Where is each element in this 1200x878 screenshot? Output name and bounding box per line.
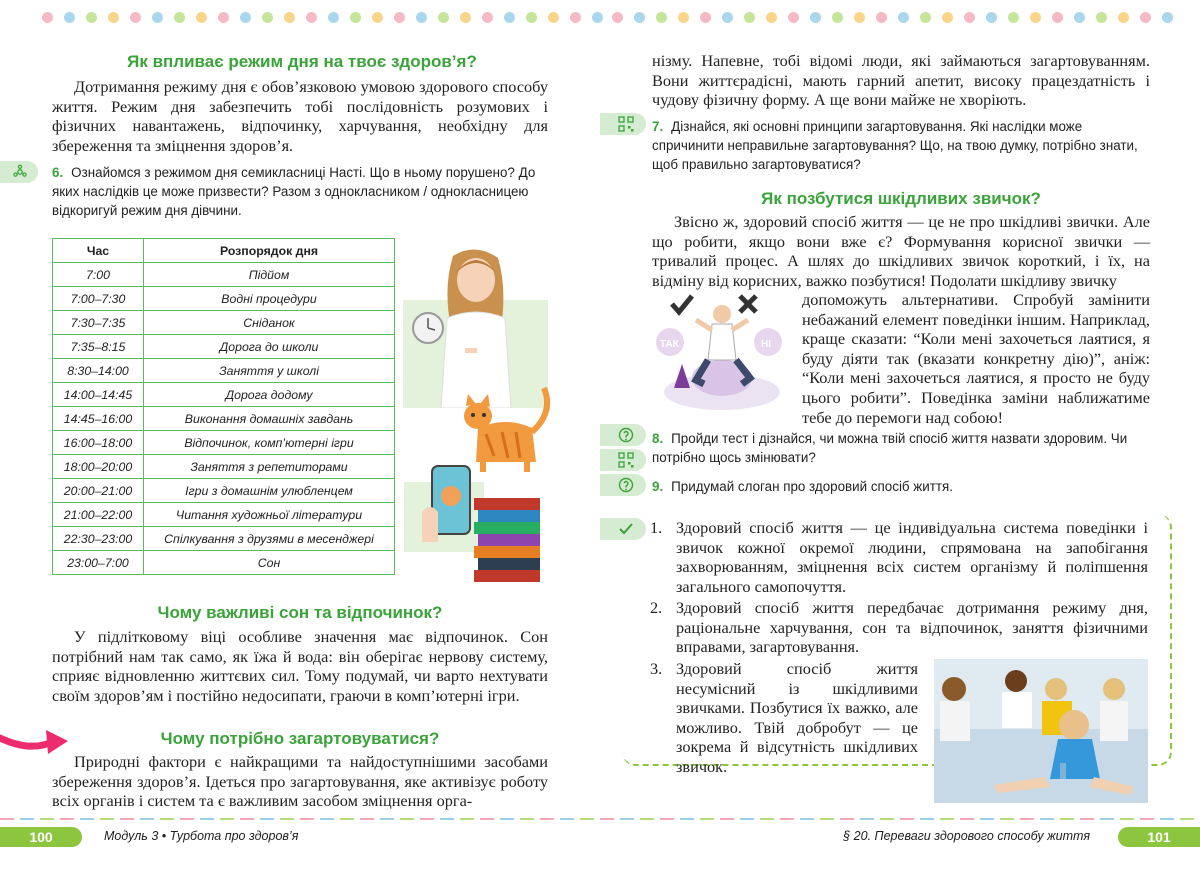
schedule-activity-cell: Підйом [144, 263, 395, 287]
task-6-number: 6. [52, 165, 64, 180]
decor-dot [350, 12, 361, 23]
page-number-left: 100 [0, 827, 82, 847]
decor-dot [1074, 12, 1085, 23]
decor-dot [152, 12, 163, 23]
schedule-row [53, 407, 395, 431]
task-7-text: Дізнайся, які основні принципи загартовування. Які наслідки може спричинити неправильне загартовування? Що, на твою думку, потрібно знати, щоб правильно загартовуватися? [652, 119, 1138, 172]
schedule-time-cell: 20:00–21:00 [53, 479, 144, 503]
decor-dot [526, 12, 537, 23]
footer-module-title: Модуль 3 • Турбота про здоров’я [104, 829, 299, 843]
decor-dot [108, 12, 119, 23]
decor-dot [788, 12, 799, 23]
task-9-number: 9. [652, 479, 664, 494]
heading-bad-habits: Як позбутися шкідливих звичок? [761, 189, 1041, 208]
schedule-row [53, 359, 395, 383]
schedule-time-cell: 8:30–14:00 [53, 359, 144, 383]
task-7-number: 7. [652, 119, 664, 134]
decor-dot [634, 12, 645, 23]
decor-dot [416, 12, 427, 23]
decor-dot [744, 12, 755, 23]
schedule-table [52, 238, 395, 575]
decor-dot [460, 12, 471, 23]
children-photo-image [934, 659, 1148, 803]
schedule-row [53, 527, 395, 551]
task-8-number: 8. [652, 431, 664, 446]
task-7-tag [600, 113, 646, 135]
schedule-time-cell: 21:00–22:00 [53, 503, 144, 527]
schedule-time-cell: 14:45–16:00 [53, 407, 144, 431]
decor-dot [86, 12, 97, 23]
schedule-activity-cell: Відпочинок, комп’ютерні ігри [144, 431, 395, 455]
qr-code-icon [618, 452, 634, 468]
schedule-time-cell: 16:00–18:00 [53, 431, 144, 455]
schedule-time-cell: 7:00–7:30 [53, 287, 144, 311]
schedule-row [53, 551, 395, 575]
task-6-tag [0, 161, 38, 183]
schedule-row [53, 503, 395, 527]
heading-hardening: Чому потрібно загартовуватися? [160, 729, 440, 748]
decor-dot [920, 12, 931, 23]
schedule-activity-cell: Сніданок [144, 311, 395, 335]
schedule-activity-cell: Спілкування з друзями в месенджері [144, 527, 395, 551]
decor-dot [612, 12, 623, 23]
decor-dot [196, 12, 207, 23]
schedule-activity-cell: Заняття у школі [144, 359, 395, 383]
decor-dot [284, 12, 295, 23]
decor-dot [372, 12, 383, 23]
decor-dot [1118, 12, 1129, 23]
task-8-text: Пройди тест і дізнайся, чи можна твій спосіб життя назвати здоровим. Чи потрібно щось змінювати? [652, 431, 1128, 465]
decor-dot [832, 12, 843, 23]
summary-item-3 [650, 659, 918, 777]
decor-dot [548, 12, 559, 23]
schedule-activity-cell: Сон [144, 551, 395, 575]
decor-dot [898, 12, 909, 23]
decor-dot [766, 12, 777, 23]
schedule-row [53, 287, 395, 311]
schedule-time-cell: 14:00–14:45 [53, 383, 144, 407]
paragraph-hardening: Природні фактори є найкращими та найдоступнішими засобами збереження здоров’я. Ідеться про загартовування, яке активізує роботу всіх органів і систем та є важливим засобом зміцнення орга- [52, 752, 548, 811]
cat-image [458, 382, 554, 474]
summary-item-2-text: Здоровий спосіб життя передбачає дотримання режиму дня, раціональне харчування, сон та відпочинок, заняття фізичними вправами, загартовування. [676, 598, 1148, 657]
decor-dot [942, 12, 953, 23]
task-7 [652, 117, 1152, 174]
decor-dot [240, 12, 251, 23]
decor-dot [1030, 12, 1041, 23]
bubble-no-label: НІ [761, 339, 771, 350]
summary-item-3-text: Здоровий спосіб життя несумісний із шкідливими звичками. Позбутися їх важко, але можливо. Твій добробут — це зокрема й відсутність шкідливих звичок. [676, 659, 918, 776]
decor-dot [1096, 12, 1107, 23]
phone-books-image [404, 462, 549, 586]
footer-section-title: § 20. Переваги здорового способу життя [843, 829, 1090, 843]
top-dots-right [612, 12, 1173, 24]
schedule-time-cell: 7:35–8:15 [53, 335, 144, 359]
schedule-row [53, 383, 395, 407]
task-6-text: Ознайомся з режимом дня семикласниці Насті. Що в ньому порушено? До яких наслідків це може призвести? Разом з однокласником / однокласницею відкоригуй режим дня дівчини. [52, 165, 536, 218]
decor-dot [482, 12, 493, 23]
heading-sleep-rest: Чому важливі сон та відпочинок? [157, 603, 443, 622]
paragraph-daily-routine: Дотримання режиму дня є обов’язковою умовою здорового способу життя. Режим дня забезпечить тобі послідовність розумових і фізичних навантажень, відпочинку, харчування, необхідну для збереження та зміцнення здоров’я. [52, 77, 548, 155]
col-time-header: Час [53, 239, 144, 263]
schedule-activity-cell: Ігри з домашнім улюбленцем [144, 479, 395, 503]
decor-dot [854, 12, 865, 23]
decor-dot [394, 12, 405, 23]
schedule-time-cell: 7:30–7:35 [53, 311, 144, 335]
schedule-row [53, 335, 395, 359]
decor-dot [174, 12, 185, 23]
question-icon [618, 427, 634, 443]
schedule-time-cell: 7:00 [53, 263, 144, 287]
checkmark-icon [618, 521, 634, 537]
schedule-time-cell: 23:00–7:00 [53, 551, 144, 575]
qr-code-icon [618, 116, 634, 132]
summary-tag [600, 518, 646, 540]
task-9-text: Придумай слоган про здоровий спосіб життя. [671, 479, 953, 494]
decor-dot [64, 12, 75, 23]
decor-dot [986, 12, 997, 23]
decor-dot [1140, 12, 1151, 23]
paragraph-bad-habits-b: допоможуть альтернативи. Спробуй замінити небажаний елемент поведінки іншим. Наприклад, краще сказати: “Коли мені захочеться лаятися, я буду діяти так (вказати конкретну дію)”, аніж: “Коли мені захочеться лаятися, я просто не буду цього робити”. Поведінка заміни наближатиме тебе до перемоги над собою! [802, 290, 1150, 427]
decor-dot [570, 12, 581, 23]
footer-rule-right [600, 818, 1200, 820]
choice-image [652, 290, 792, 412]
decor-dot [130, 12, 141, 23]
decor-dot [306, 12, 317, 23]
schedule-activity-cell: Дорога до школи [144, 335, 395, 359]
top-dots-left [42, 12, 603, 24]
heading-daily-routine: Як впливає режим дня на твоє здоров’я? [127, 52, 477, 71]
decor-dot [1052, 12, 1063, 23]
decor-dot [328, 12, 339, 23]
illustration-cat [458, 382, 554, 474]
illustration-phone-and-books [404, 462, 549, 586]
group-work-icon [12, 164, 28, 180]
task-9-tag [600, 474, 646, 496]
summary-item-1 [650, 518, 1148, 596]
decor-dot [592, 12, 603, 23]
schedule-activity-cell: Дорога додому [144, 383, 395, 407]
paragraph-sleep-rest: У підлітковому віці особливе значення має відпочинок. Сон потрібний нам так само, як їжа й вода: він оберігає нервову систему, сприяє відновленню життєвих сил. Тому подумай, чи варто нехтувати своїм здоров’ям і постійно недосипати, граючи в комп’ютерні ігри. [52, 627, 548, 705]
decor-dot [504, 12, 515, 23]
summary-item-3-number: 3. [650, 659, 663, 678]
illustration-choice [652, 290, 792, 412]
photo-children-gym [934, 659, 1148, 803]
decor-dot [438, 12, 449, 23]
decor-dot [810, 12, 821, 23]
decor-dot [964, 12, 975, 23]
task-8-tag [600, 424, 646, 446]
decor-dot [656, 12, 667, 23]
question-icon [618, 477, 634, 493]
decor-dot [876, 12, 887, 23]
summary-item-2-number: 2. [650, 598, 663, 617]
page-number-right: 101 [1118, 827, 1200, 847]
schedule-row [53, 311, 395, 335]
decor-dot [262, 12, 273, 23]
task-8-qr-tag [600, 449, 646, 471]
decor-dot [1008, 12, 1019, 23]
paragraph-bad-habits-a: Звісно ж, здоровий спосіб життя — це не про шкідливі звички. Але що робити, якщо вони вже є? Формування корисної звички — тривалий процес. А шлях до шкідливих звичок короткий, і їх, на відміну від корисних, важко позбутися! Подолати шкідливу звичку [652, 212, 1150, 290]
task-9 [652, 477, 1152, 496]
decor-dot [722, 12, 733, 23]
summary-item-1-text: Здоровий спосіб життя — це індивідуальна система поведінки і звичок кожної окремої людини, спрямована на запобігання захворюванням, зміцнення всіх систем організму й поліпшення загального самопочуття. [676, 518, 1148, 596]
schedule-time-cell: 18:00–20:00 [53, 455, 144, 479]
schedule-row [53, 431, 395, 455]
task-6 [52, 163, 552, 220]
task-8 [652, 429, 1152, 467]
summary-item-2 [650, 598, 1148, 657]
schedule-row [53, 479, 395, 503]
schedule-row [53, 263, 395, 287]
schedule-time-cell: 22:30–23:00 [53, 527, 144, 551]
schedule-activity-cell: Заняття з репетиторами [144, 455, 395, 479]
decor-dot [700, 12, 711, 23]
decor-dot [218, 12, 229, 23]
decor-dot [678, 12, 689, 23]
schedule-header-row [53, 239, 395, 263]
schedule-row [53, 455, 395, 479]
decor-dot [1162, 12, 1173, 23]
schedule-activity-cell: Водні процедури [144, 287, 395, 311]
decor-dot [42, 12, 53, 23]
footer-rule-left [0, 818, 600, 820]
schedule-activity-cell: Виконання домашніх завдань [144, 407, 395, 431]
paragraph-hardening-continued: нізму. Напевне, тобі відомі люди, які займаються загартовуванням. Вони життєрадісні, мають гарний апетит, високу працездатність і чудову фізичну форму. А ще вони майже не хворіють. [652, 51, 1150, 110]
schedule-activity-cell: Читання художньої літератури [144, 503, 395, 527]
bubble-yes-label: ТАК [660, 339, 679, 350]
summary-item-1-number: 1. [650, 518, 663, 537]
col-activity-header: Розпорядок дня [144, 239, 395, 263]
